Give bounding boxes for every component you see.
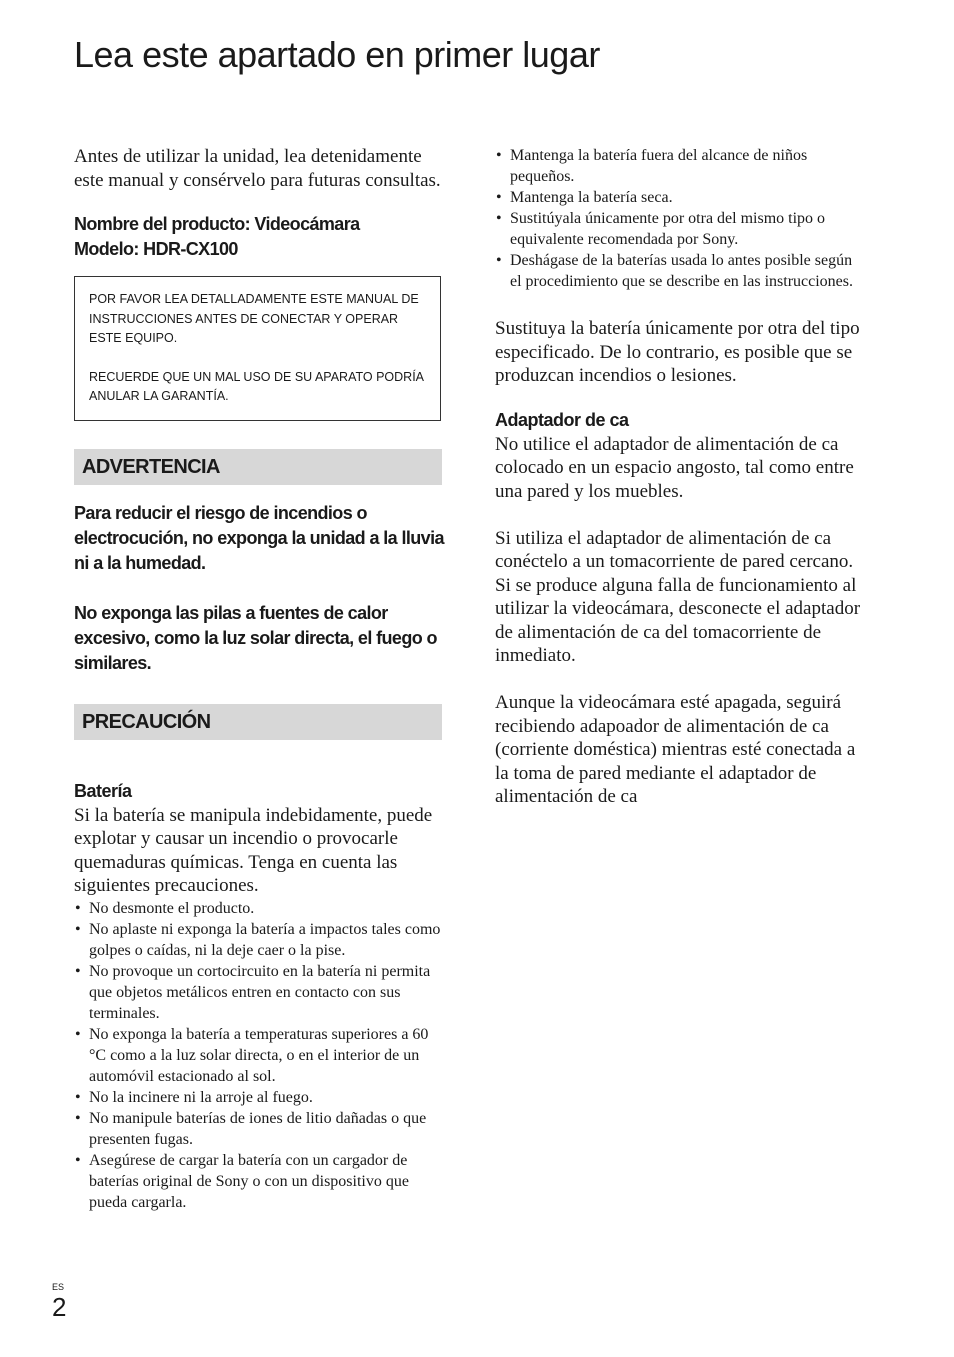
precaucion-heading: PRECAUCIÓN [74,704,442,740]
advertencia-text-2: No exponga las pilas a fuentes de calor excesivo, como la luz solar directa, el fuego o similares. [74,602,437,673]
product-model: Modelo: HDR-CX100 [74,239,238,259]
list-item: • Deshágase de la baterías usada lo antes posible según el procedimiento que se describe en las instrucciones. [495,250,867,292]
product-info [74,212,446,262]
notice-text-2: RECUERDE QUE UN MAL USO DE SU APARATO PODRÍA ANULAR LA GARANTÍA. [89,369,424,403]
bateria-bullet-list [74,898,446,1213]
adaptador-text-2: Si utiliza el adaptador de alimentación de ca conéctelo a un tomacorriente de pared cercano. Si se produce alguna falla de funcionamiento al utilizar la videocámara, desconecte el adaptador de alimentación de ca del tomacorriente de inmediato. [495,527,861,666]
adaptador-text-1: No utilice el adaptador de alimentación de ca colocado en un espacio angosto, tal como entre una pared y los muebles. [495,433,854,502]
bateria-heading: Batería [74,780,132,801]
page-number-value: 2 [52,1292,67,1322]
notice-box [74,276,441,421]
language-code: ES [52,1282,65,1292]
intro-text: Antes de utilizar la unidad, lea detenidamente este manual y consérvelo para futuras consultas. [74,146,441,191]
list-item: • No desmonte el producto. [74,898,446,919]
page-number [52,1282,66,1321]
left-column [74,145,446,1213]
list-item: • No provoque un cortocircuito en la batería ni permita que objetos metálicos entren en contacto con sus terminales. [74,961,446,1024]
list-item: • No exponga la batería a temperaturas superiores a 60 °C como a la luz solar directa, o en el interior de un automóvil estacionado al sol. [74,1024,446,1087]
advertencia-text-1: Para reducir el riesgo de incendios o electrocución, no exponga la unidad a la lluvia ni a la humedad. [74,502,444,573]
notice-text-1: POR FAVOR LEA DETALLADAMENTE ESTE MANUAL DE INSTRUCCIONES ANTES DE CONECTAR Y OPERAR ESTE EQUIPO. [89,292,419,345]
adaptador-text-3: Aunque la videocámara esté apagada, seguirá recibiendo adapoador de alimentación de ca (corriente doméstica) mientras esté conectada a la toma de pared mediante el adaptador de alimentación de ca [495,692,856,807]
adaptador-heading: Adaptador de ca [495,409,629,430]
list-item: • Mantenga la batería seca. [495,187,867,208]
bateria-text: Si la batería se manipula indebidamente, puede explotar y causar un incendio o provocarle quemaduras químicas. Tenga en cuenta las siguientes precauciones. [74,804,433,896]
list-item: • Sustitúyala únicamente por otra del mismo tipo o equivalente recomendada por Sony. [495,208,867,250]
list-item: • Mantenga la batería fuera del alcance de niños pequeños. [495,145,867,187]
list-item: • No aplaste ni exponga la batería a impactos tales como golpes o caídas, ni la deje caer o la pise. [74,919,446,961]
list-item: • No la incinere ni la arroje al fuego. [74,1087,446,1108]
right-bullet-list [495,145,867,292]
list-item: • No manipule baterías de iones de litio dañadas o que presenten fugas. [74,1108,446,1150]
right-column [495,145,867,809]
sustituya-text: Sustituya la batería únicamente por otra del tipo especificado. De lo contrario, es posible que se produzcan incendios o lesiones. [495,318,860,386]
product-name: Nombre del producto: Videocámara [74,214,360,234]
advertencia-body [74,501,446,676]
page-title: Lea este apartado en primer lugar [74,34,600,75]
list-item: • Asegúrese de cargar la batería con un cargador de baterías original de Sony o con un dispositivo que pueda cargarla. [74,1150,446,1213]
advertencia-heading: ADVERTENCIA [74,449,442,485]
